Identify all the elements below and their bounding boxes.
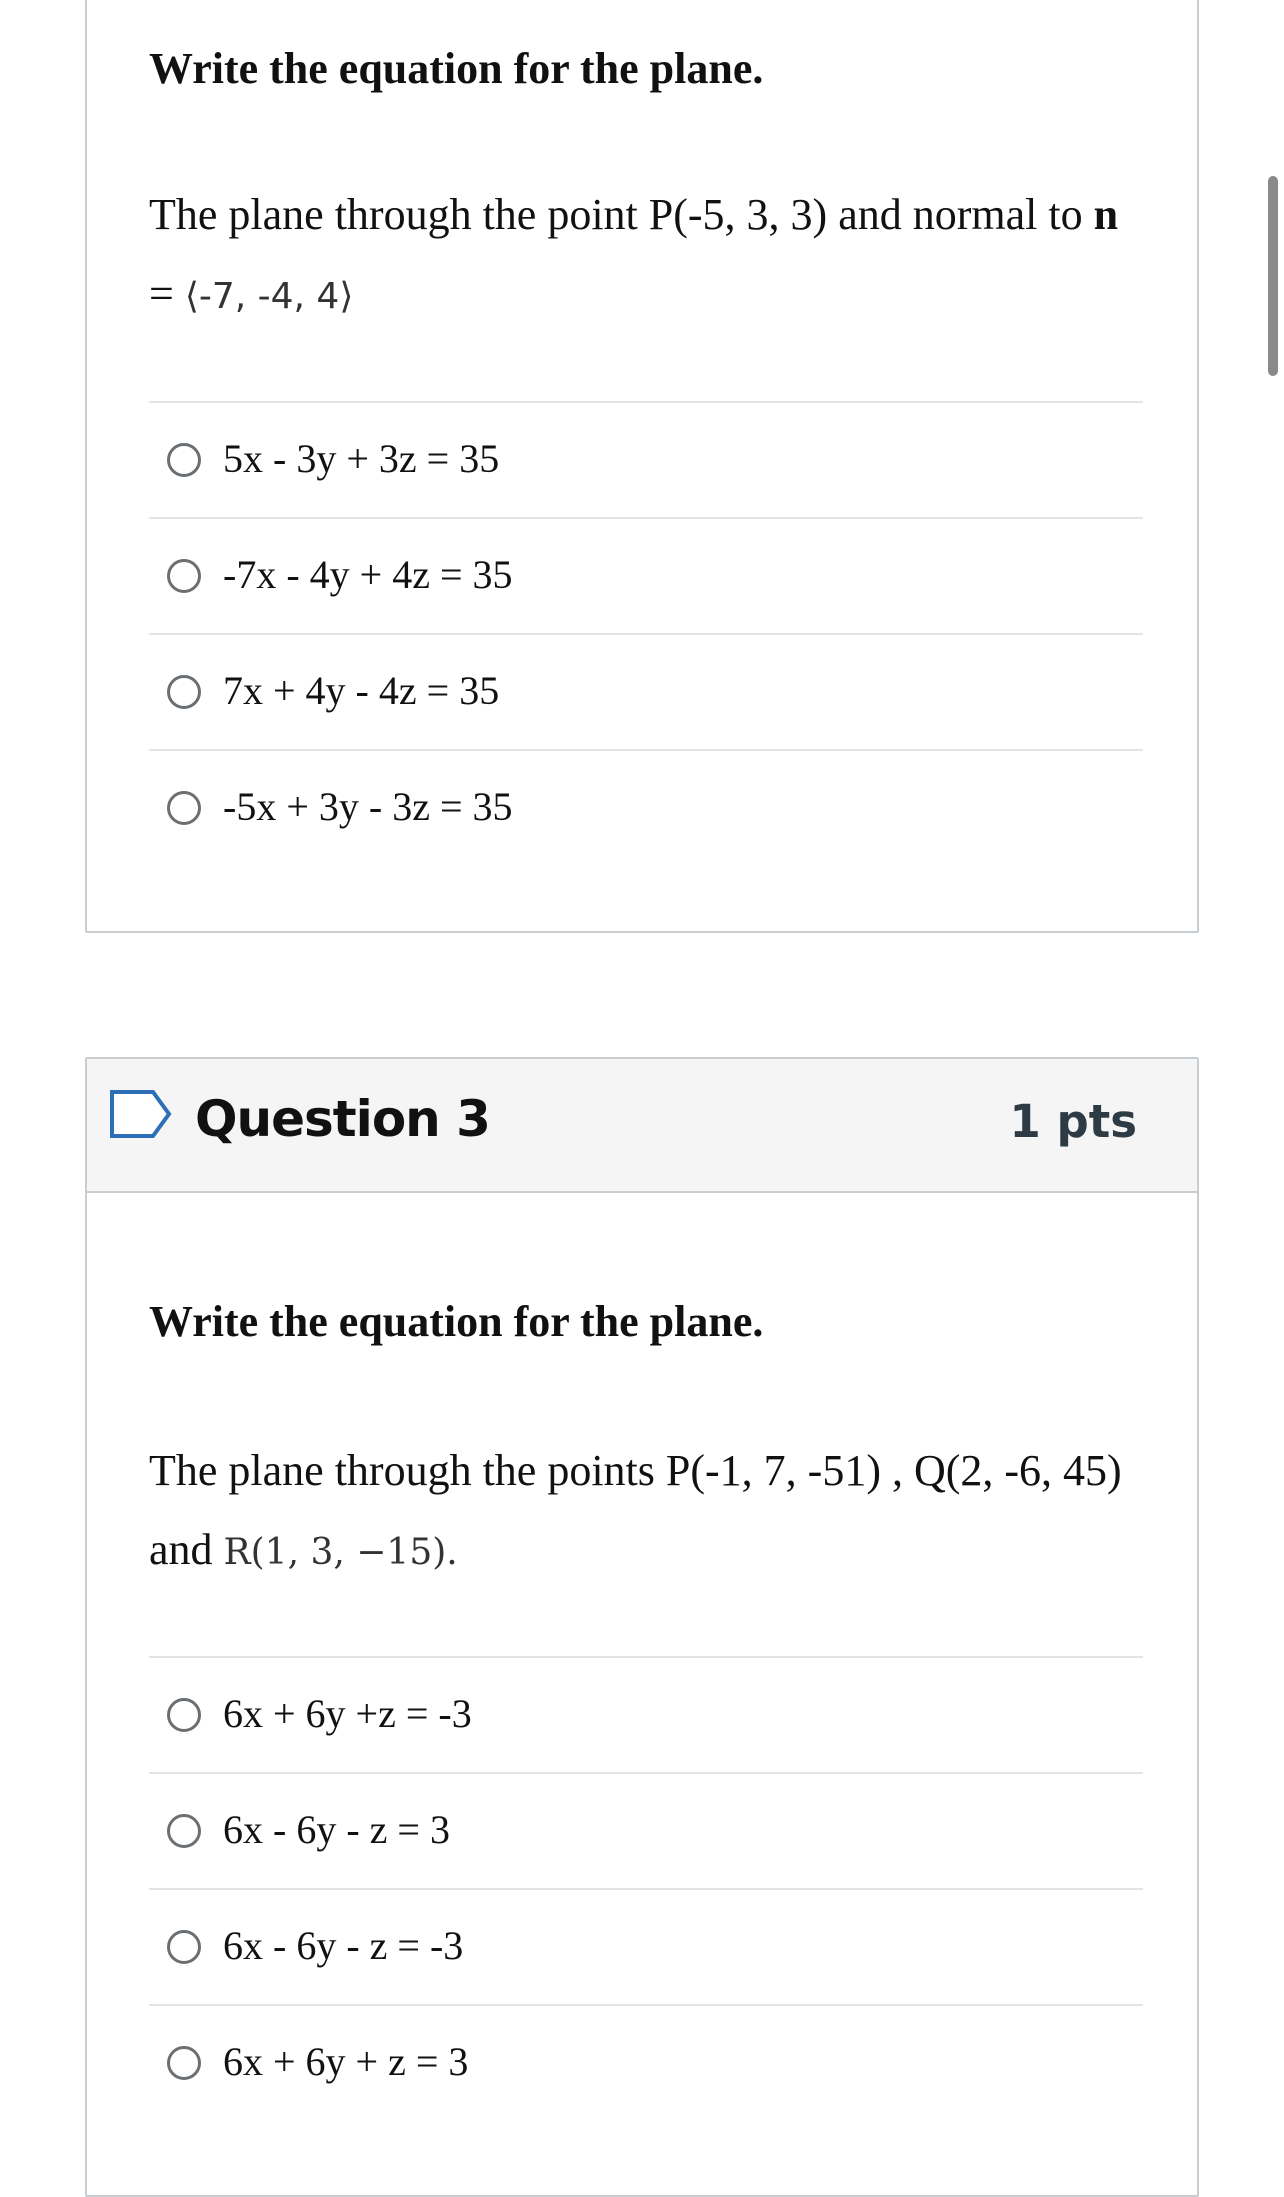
question-3-card [85, 1057, 1199, 2197]
radio-button[interactable] [167, 675, 201, 709]
answer-option[interactable] [149, 1656, 1143, 1772]
question-3-prompt: Write the equation for the plane. [149, 1297, 764, 1346]
radio-button[interactable] [167, 443, 201, 477]
question-3-description-text: The plane through the points P(-1, 7, -51) , Q(2, -6, 45) and [149, 1446, 1122, 1574]
answer-label: 6x - 6y - z = -3 [223, 1923, 464, 1968]
answer-option[interactable] [149, 401, 1143, 517]
scrollbar[interactable] [1268, 176, 1278, 376]
normal-vector-value: ⟨-7, -4, 4⟩ [184, 276, 354, 317]
normal-vector-symbol: n [1093, 190, 1119, 239]
answer-label: 6x + 6y +z = -3 [223, 1691, 472, 1736]
answer-label: -7x - 4y + 4z = 35 [223, 552, 513, 597]
answer-label: 5x - 3y + 3z = 35 [223, 436, 500, 481]
question-2-description [149, 175, 1149, 336]
question-3-header [87, 1059, 1197, 1193]
answer-option[interactable] [149, 2004, 1143, 2120]
radio-button[interactable] [167, 791, 201, 825]
answer-option[interactable] [149, 1772, 1143, 1888]
answer-label: 6x + 6y + z = 3 [223, 2039, 469, 2084]
radio-button[interactable] [167, 1814, 201, 1848]
question-title: Question 3 [195, 1090, 490, 1148]
radio-button[interactable] [167, 2046, 201, 2080]
radio-button[interactable] [167, 559, 201, 593]
bookmark-flag-icon[interactable] [109, 1089, 173, 1139]
radio-button[interactable] [167, 1698, 201, 1732]
question-points: 1 pts [1009, 1095, 1137, 1148]
question-2-prompt: Write the equation for the plane. [149, 44, 764, 93]
answer-label: 6x - 6y - z = 3 [223, 1807, 450, 1852]
answer-option[interactable] [149, 517, 1143, 633]
question-3-answers [149, 1656, 1143, 2120]
question-2-answers [149, 401, 1143, 865]
radio-button[interactable] [167, 1930, 201, 1964]
answer-option[interactable] [149, 633, 1143, 749]
answer-option[interactable] [149, 749, 1143, 865]
equals-sign: = [149, 269, 185, 318]
point-r-value: R(1, 3, −15). [223, 1532, 458, 1573]
question-2-card [85, 0, 1199, 933]
question-3-description [149, 1431, 1149, 1592]
question-2-description-text: The plane through the point P(-5, 3, 3) and normal to [149, 190, 1094, 239]
answer-option[interactable] [149, 1888, 1143, 2004]
answer-label: -5x + 3y - 3z = 35 [223, 784, 513, 829]
answer-label: 7x + 4y - 4z = 35 [223, 668, 500, 713]
